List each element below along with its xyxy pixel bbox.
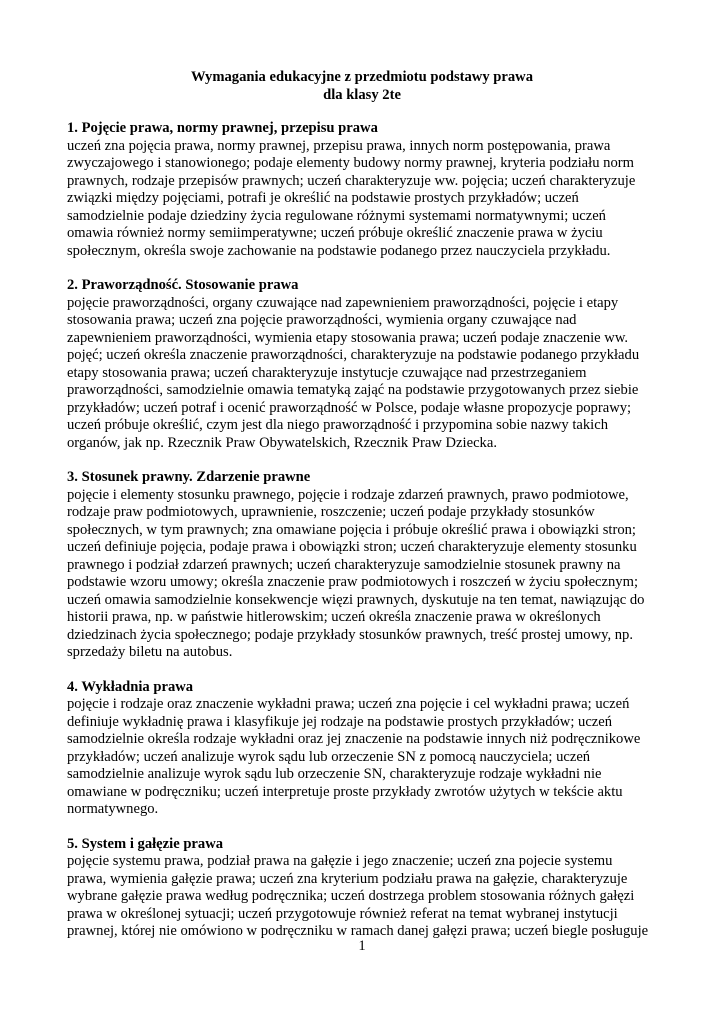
text-line: uczeń omawia samodzielnie konsekwencje więzi prawnych, dyskutuje na ten temat, nawiązując do [67,591,645,608]
section-2 [67,277,667,452]
title-line-2: dla klasy 2te [323,86,401,103]
text-line: przykładów; uczeń analizuje wyrok sądu lub orzeczenie SN z pomocą nauczyciela; uczeń [67,748,591,765]
text-line: sprzedaży biletu na autobus. [67,644,233,660]
section-heading: 4. Wykładnia prawa [67,678,194,695]
text-line: dziedzinach życia społecznego; podaje przykłady stosunków prawnych, treść prostej umowy, np. [67,626,634,643]
text-line: społecznym, określa swoje zachowanie na podstawie podanego przez nauczyciela przykładu. [67,242,611,259]
text-line: prawnego i podział zdarzeń prawnych; uczeń charakteryzuje samodzielnie stosunek prawny na [67,556,621,573]
text-line: pojęcie systemu prawa, podział prawa na gałęzie i jego znaczenie; uczeń zna pojecie systemu [67,853,613,869]
text-line: pojęcie i elementy stosunku prawnego, pojęcie i rodzaje zdarzeń prawnych, prawo podmiotowe, [67,486,629,503]
text-line: prawnych, rodzaje przepisów prawnych; uczeń charakteryzuje ww. pojęcia; uczeń charakteryzuje [67,172,636,189]
title-line-1: Wymagania edukacyjne z przedmiotu podstawy prawa [190,69,533,85]
section-4 [67,679,667,819]
text-line: pojęć; uczeń określa znaczenie praworządności, charakteryzuje na podstawie podanego przykładu [67,347,640,363]
section-body [67,295,667,453]
text-line: definiuje wykładnię prawa i klasyfikuje jej rodzaje na podstawie prostych przykładów; uczeń [67,713,613,730]
text-line: wybrane gałęzie prawa według podręcznika; uczeń dostrzega problem stosowania różnych gałęzi [67,888,635,904]
text-line: organów, jak np. Rzecznik Praw Obywatelskich, Rzecznik Praw Dziecka. [67,434,497,451]
text-line: uczeń próbuje określić, czym jest dla niego praworządność i przypomina sobie nazwy takich [67,417,608,433]
text-line: prawnej, której nie omówiono w podręczniku w ramach danej gałęzi prawa; uczeń biegle posługuje [67,923,649,939]
text-line: prawa, wymienia gałęzie prawa; uczeń zna kryterium podziału prawa na gałęzie, charakteryzuje [67,870,628,887]
text-line: normatywnego. [67,801,159,817]
text-line: zapewnieniem praworządności, wymienia etapy stosowania prawa; uczeń podaje znaczenie ww. [67,329,629,346]
section-body [67,853,667,941]
section-body [67,487,667,662]
text-line: rodzaje praw podmiotowych, uprawnienie, roszczenie; uczeń podaje przykłady stosunków [67,504,595,520]
document-content [67,120,667,958]
text-line: omawia również normy semiimperatywne; uczeń próbuje określić znaczenie prawa w życiu [67,225,603,241]
document-title [0,69,724,104]
text-line: uczeń zna pojęcia prawa, normy prawnej, przepisu prawa, innych norm postępowania, prawa [67,137,611,154]
section-heading: 1. Pojęcie prawa, normy prawnej, przepisu prawa [67,120,378,136]
text-line: przykładów; uczeń potraf i ocenić praworządność w Polsce, podaje własne propozycje poprawy; [67,399,632,416]
text-line: omawiane w podręczniku; uczeń interpretuje proste przykłady zwrotów użytych w tekście aktu [67,783,623,800]
text-line: zwyczajowego i stanowionego; podaje elementy budowy normy prawnej, kryteria podziału norm [67,155,634,171]
text-line: podstawie wzoru umowy; określa znaczenie praw podmiotowych i roszczeń w życiu społecznym; [67,574,638,590]
section-body [67,138,667,261]
text-line: stosowania prawa; uczeń zna pojęcie praworządności, wymienia organy czuwające nad [67,312,577,328]
text-line: społecznych, w tym prawnych; zna omawiane pojęcia i próbuje określić prawa i obowiązki stron; [67,521,636,538]
text-line: uczeń definiuje pojęcia, podaje prawa i obowiązki stron; uczeń charakteryzuje elementy stosunku [67,539,637,555]
section-body [67,696,667,819]
section-heading: 5. System i gałęzie prawa [67,835,224,852]
text-line: historii prawa, np. w państwie hitlerowskim; uczeń określa znaczenie prawa w określonych [67,609,601,625]
page-number: 1 [358,938,366,954]
text-line: pojęcie praworządności, organy czuwające nad zapewnieniem praworządności, pojęcie i etapy [67,294,619,311]
text-line: samodzielnie analizuje wyrok sądu lub orzeczenie SN, charakteryzuje rodzaje wykładni nie [67,766,602,782]
text-line: praworządności, samodzielnie omawia tematyką zająć na podstawie przygotowanych przez siebie [67,382,639,398]
section-3 [67,469,667,662]
text-line: samodzielnie podaje dziedziny życia regulowane różnymi systemami normatywnymi; uczeń [67,207,606,224]
text-line: prawa w określonej sytuacji; uczeń przygotowuje również referat na temat wybranej instytucji [67,905,618,922]
section-5 [67,836,667,941]
section-heading: 3. Stosunek prawny. Zdarzenie prawne [67,469,311,485]
text-line: samodzielnie określa rodzaje wykładni oraz jej znaczenie na podstawie innych niż podręcznikowe [67,731,641,747]
section-1 [67,120,667,260]
section-heading: 2. Praworządność. Stosowanie prawa [67,277,299,293]
text-line: pojęcie i rodzaje oraz znaczenie wykładni prawa; uczeń zna pojęcie i cel wykładni prawa; uczeń [67,696,630,712]
text-line: związki między pojęciami, potrafi je określić na podstawie prostych przykładów; uczeń [67,190,579,206]
text-line: etapy stosowania prawa; uczeń charakteryzuje instytucje czuwające nad przestrzeganiem [67,364,587,381]
